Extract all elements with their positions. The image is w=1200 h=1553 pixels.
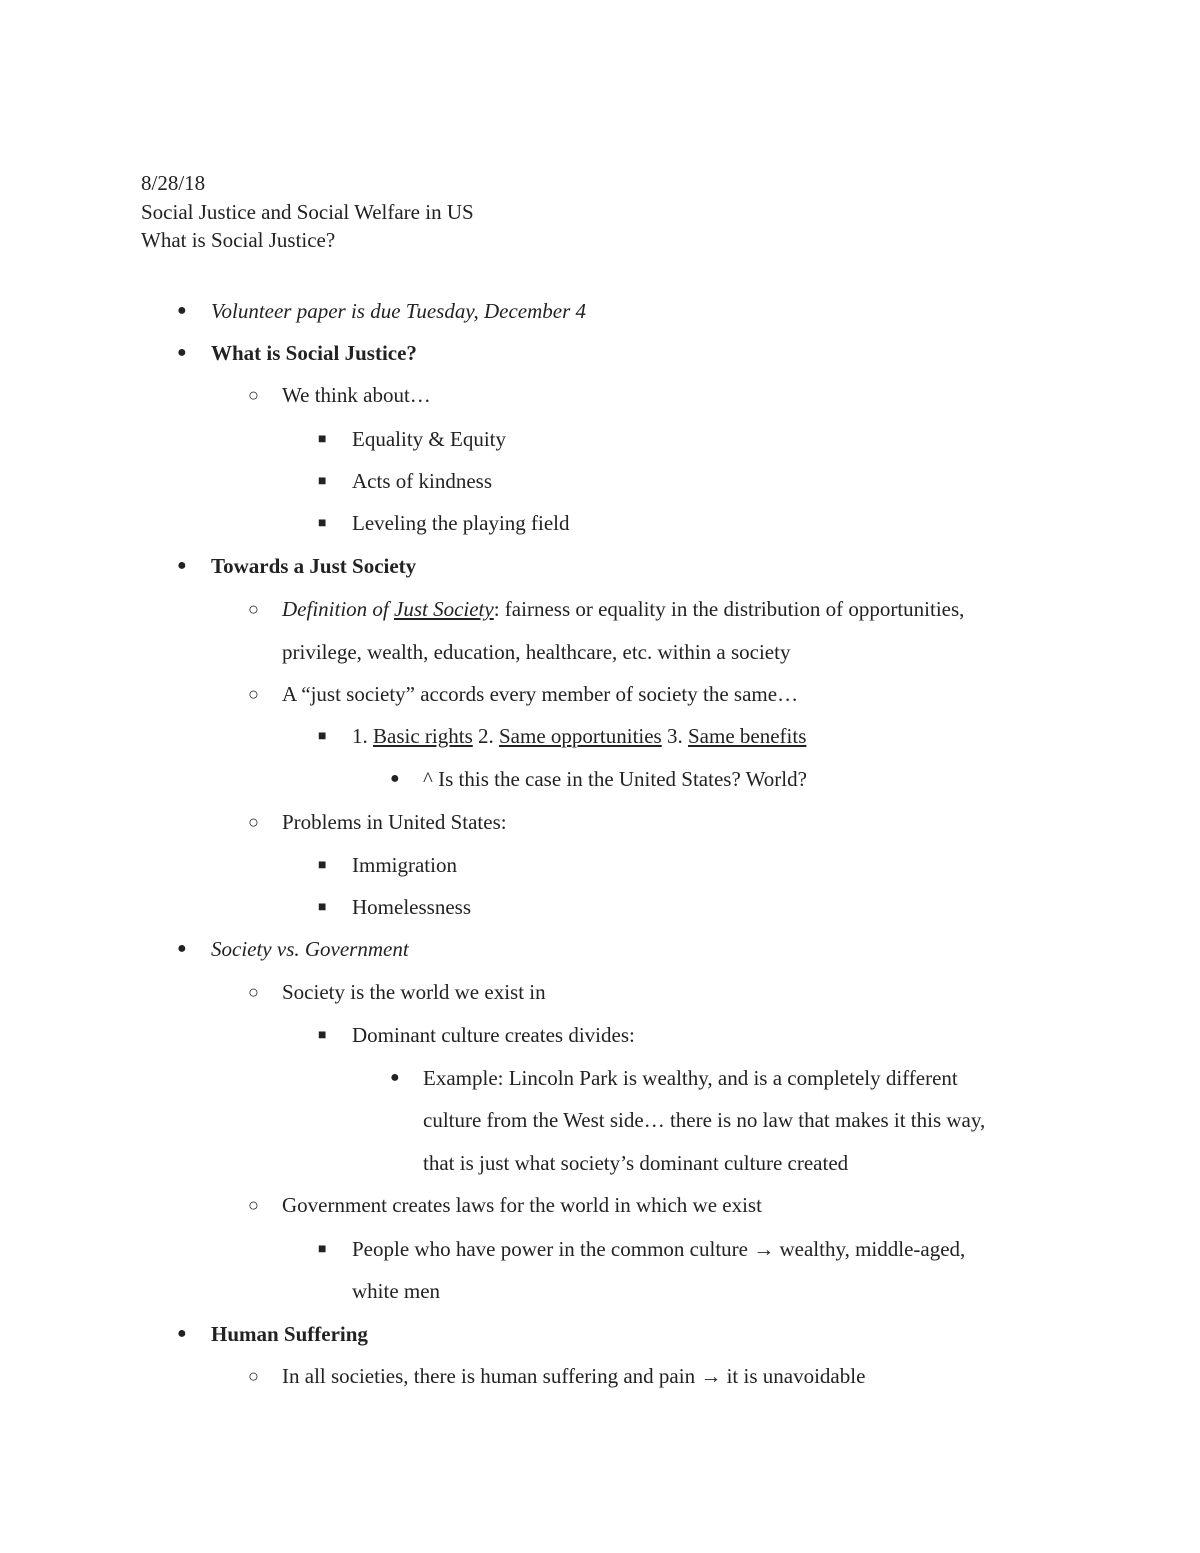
list-item: In all societies, there is human suffering and pain → it is unavoidable <box>282 1364 866 1388</box>
square-bullet-icon <box>318 851 326 880</box>
heading-society-vs-government: Society vs. Government <box>211 937 409 961</box>
list-item: Leveling the playing field <box>352 511 570 535</box>
topic-title: What is Social Justice? <box>141 228 336 252</box>
square-bullet-icon <box>318 425 326 454</box>
disc-bullet-icon <box>390 1064 400 1092</box>
volunteer-note: Volunteer paper is due Tuesday, December 4 <box>211 299 587 323</box>
list-item: A “just society” accords every member of society the same… <box>282 682 799 706</box>
disc-bullet-icon <box>177 1320 187 1348</box>
square-bullet-icon <box>318 467 326 496</box>
same-opportunities: Same opportunities <box>499 724 662 748</box>
disc-bullet-icon <box>177 339 187 367</box>
heading-social-justice: What is Social Justice? <box>211 341 417 365</box>
circle-bullet-icon <box>248 1362 259 1392</box>
list-item: Dominant culture creates divides: <box>352 1023 635 1047</box>
example-line-2: culture from the West side… there is no law that makes it this way, <box>423 1108 986 1132</box>
definition-line <box>282 595 964 623</box>
definition-continued: privilege, wealth, education, healthcare, etc. within a society <box>282 640 791 664</box>
square-bullet-icon <box>318 893 326 922</box>
list-item: Homelessness <box>352 895 471 919</box>
number-3: 3. <box>661 724 688 748</box>
square-bullet-icon <box>318 1235 326 1264</box>
square-bullet-icon <box>318 1021 326 1050</box>
example-line-1: Example: Lincoln Park is wealthy, and is a completely different <box>423 1066 958 1090</box>
course-title: Social Justice and Social Welfare in US <box>141 200 474 224</box>
list-item: We think about… <box>282 383 431 407</box>
heading-just-society: Towards a Just Society <box>211 554 417 578</box>
number-1: 1. <box>352 724 373 748</box>
power-line-2: white men <box>352 1279 441 1303</box>
list-item: Equality & Equity <box>352 427 506 451</box>
square-bullet-icon <box>318 509 326 538</box>
same-benefits: Same benefits <box>687 724 807 748</box>
disc-bullet-icon <box>177 297 187 325</box>
list-item: Acts of kindness <box>352 469 492 493</box>
definition-term: Just Society <box>394 597 494 621</box>
heading-human-suffering: Human Suffering <box>211 1322 368 1346</box>
list-item: Government creates laws for the world in which we exist <box>282 1193 762 1217</box>
definition-prefix: Definition of <box>282 597 394 621</box>
power-line-1: People who have power in the common culture → wealthy, middle-aged, <box>352 1237 966 1261</box>
disc-bullet-icon <box>177 935 187 963</box>
square-bullet-icon <box>318 722 326 751</box>
list-item: Society is the world we exist in <box>282 980 546 1004</box>
definition-text: : fairness or equality in the distribution of opportunities, <box>493 597 965 621</box>
list-item: Problems in United States: <box>282 810 507 834</box>
list-item: Immigration <box>352 853 457 877</box>
number-2: 2. <box>472 724 499 748</box>
circle-bullet-icon <box>248 595 259 625</box>
disc-bullet-icon <box>177 552 187 580</box>
circle-bullet-icon <box>248 978 259 1008</box>
date: 8/28/18 <box>141 171 206 195</box>
basic-rights: Basic rights <box>373 724 473 748</box>
disc-bullet-icon <box>390 765 400 793</box>
circle-bullet-icon <box>248 680 259 710</box>
example-line-3: that is just what society’s dominant culture created <box>423 1151 849 1175</box>
circle-bullet-icon <box>248 808 259 838</box>
circle-bullet-icon <box>248 1191 259 1221</box>
list-item: ^ Is this the case in the United States? World? <box>423 767 807 791</box>
circle-bullet-icon <box>248 381 259 411</box>
numbered-rights <box>352 722 806 750</box>
